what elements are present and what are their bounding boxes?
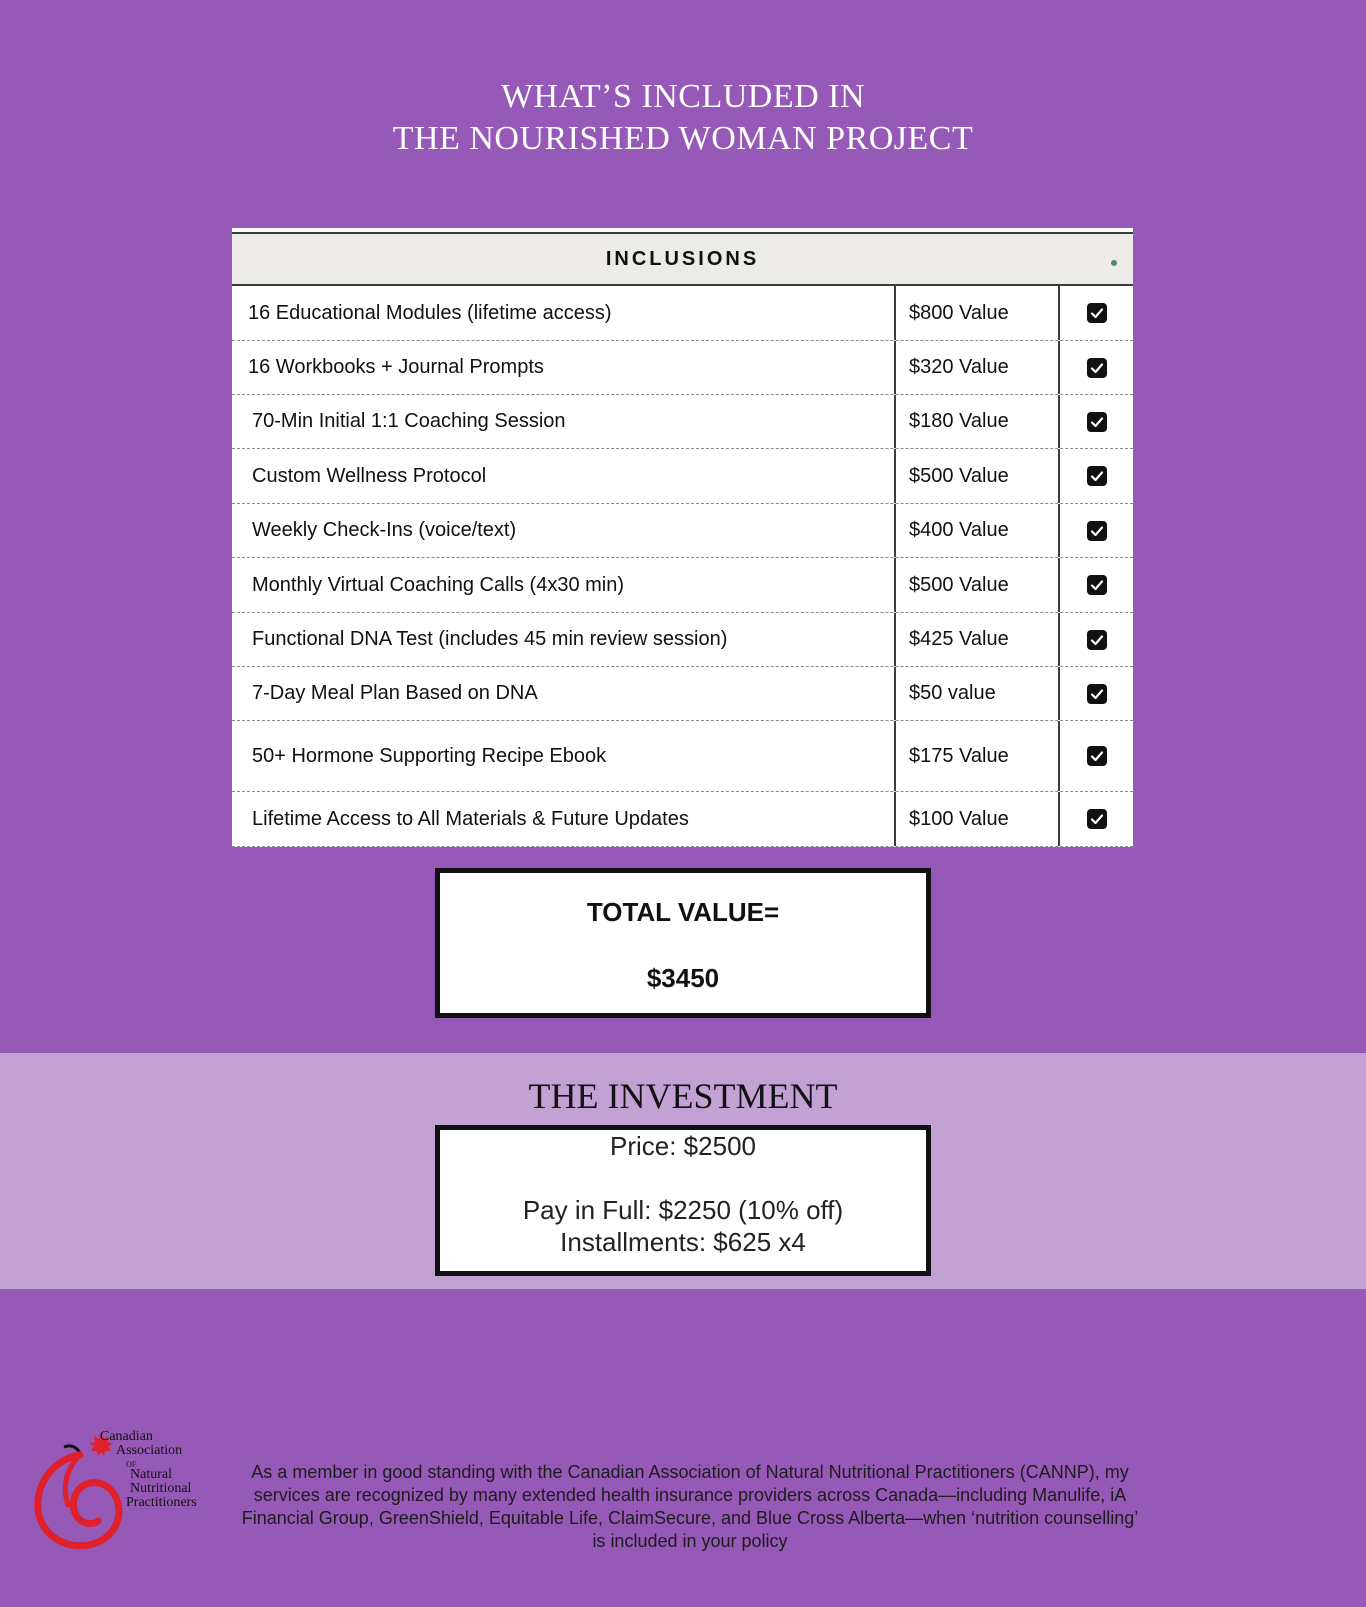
inclusions-header [232, 232, 1133, 286]
inclusion-check-cell [1060, 558, 1133, 612]
page-title [0, 76, 1366, 160]
inclusion-check-cell [1060, 341, 1133, 394]
inclusion-row [232, 341, 1133, 395]
title-line-2: THE NOURISHED WOMAN PROJECT [392, 120, 974, 157]
inclusion-value: $500 Value [896, 558, 1060, 612]
logo-line-3: OF [126, 1460, 137, 1469]
checkbox-checked-icon [1087, 412, 1107, 432]
logo-line-1: Canadian [100, 1429, 153, 1444]
inclusion-check-cell [1060, 449, 1133, 503]
total-label: TOTAL VALUE= [586, 897, 780, 927]
price-text: Price: $2500 [610, 1131, 756, 1161]
logo-line-5: Nutritional [130, 1481, 192, 1496]
inclusion-row [232, 504, 1133, 558]
inclusion-row [232, 286, 1133, 341]
checkbox-checked-icon [1087, 746, 1107, 766]
inclusions-rows [232, 286, 1133, 847]
checkbox-checked-icon [1087, 630, 1107, 650]
inclusions-header-label: INCLUSIONS [605, 248, 760, 270]
inclusion-item: 16 Workbooks + Journal Prompts [232, 341, 896, 394]
inclusion-value: $180 Value [896, 395, 1060, 448]
inclusion-row [232, 792, 1133, 847]
inclusion-row [232, 613, 1133, 667]
inclusion-value: $800 Value [896, 286, 1060, 340]
inclusion-value: $400 Value [896, 504, 1060, 557]
inclusion-item: 7-Day Meal Plan Based on DNA [232, 667, 896, 720]
checkbox-checked-icon [1087, 303, 1107, 323]
inclusion-item: Custom Wellness Protocol [232, 449, 896, 503]
inclusion-check-cell [1060, 286, 1133, 340]
inclusion-check-cell [1060, 667, 1133, 720]
checkbox-checked-icon [1087, 358, 1107, 378]
inclusion-check-cell [1060, 721, 1133, 791]
inclusion-item: Functional DNA Test (includes 45 min review session) [232, 613, 896, 666]
inclusion-check-cell [1060, 395, 1133, 448]
logo-line-2: Association [116, 1443, 183, 1458]
investment-title: THE INVESTMENT [528, 1076, 838, 1116]
inclusion-value: $425 Value [896, 613, 1060, 666]
investment-section [0, 1053, 1366, 1289]
checkbox-checked-icon [1087, 684, 1107, 704]
logo-line-6: Practitioners [126, 1495, 197, 1510]
logo-line-4: Natural [130, 1467, 172, 1482]
inclusion-check-cell [1060, 504, 1133, 557]
total-value-box [435, 868, 931, 1018]
inclusion-check-cell [1060, 613, 1133, 666]
inclusion-row [232, 667, 1133, 721]
inclusion-item: Monthly Virtual Coaching Calls (4x30 min) [232, 558, 896, 612]
header-dot-icon [1111, 260, 1117, 266]
investment-box [435, 1125, 931, 1276]
inclusion-value: $500 Value [896, 449, 1060, 503]
inclusion-value: $100 Value [896, 792, 1060, 846]
installments-text: Installments: $625 x4 [560, 1227, 806, 1257]
inclusion-item: 70-Min Initial 1:1 Coaching Session [232, 395, 896, 448]
title-line-1: WHAT’S INCLUDED IN [500, 78, 866, 115]
checkbox-checked-icon [1087, 575, 1107, 595]
inclusion-item: Weekly Check-Ins (voice/text) [232, 504, 896, 557]
pay-in-full-text: Pay in Full: $2250 (10% off) [522, 1195, 844, 1225]
cannp-footer-text: As a member in good standing with the Canadian Association of Natural Nutritional Practitioners (CANNP), my services are recognized by many extended health insurance providers across Canada—including Manulife, iA Financial Group, GreenShield, Equitable Life, ClaimSecure, and Blue Cross Alberta—when ‘nutrition counselling’ is included in your policy [241, 1462, 1139, 1551]
inclusion-item: Lifetime Access to All Materials & Future Updates [232, 792, 896, 846]
inclusion-row [232, 558, 1133, 613]
inclusion-row [232, 395, 1133, 449]
inclusion-row [232, 449, 1133, 504]
checkbox-checked-icon [1087, 809, 1107, 829]
inclusion-item: 50+ Hormone Supporting Recipe Ebook [232, 721, 896, 791]
checkbox-checked-icon [1087, 466, 1107, 486]
total-amount: $3450 [646, 963, 720, 993]
inclusion-item: 16 Educational Modules (lifetime access) [232, 286, 896, 340]
inclusion-value: $50 value [896, 667, 1060, 720]
cannp-logo [34, 1425, 224, 1555]
checkbox-checked-icon [1087, 521, 1107, 541]
inclusion-check-cell [1060, 792, 1133, 846]
inclusion-value: $320 Value [896, 341, 1060, 394]
inclusion-row [232, 721, 1133, 792]
inclusion-value: $175 Value [896, 721, 1060, 791]
inclusions-table [232, 228, 1133, 847]
